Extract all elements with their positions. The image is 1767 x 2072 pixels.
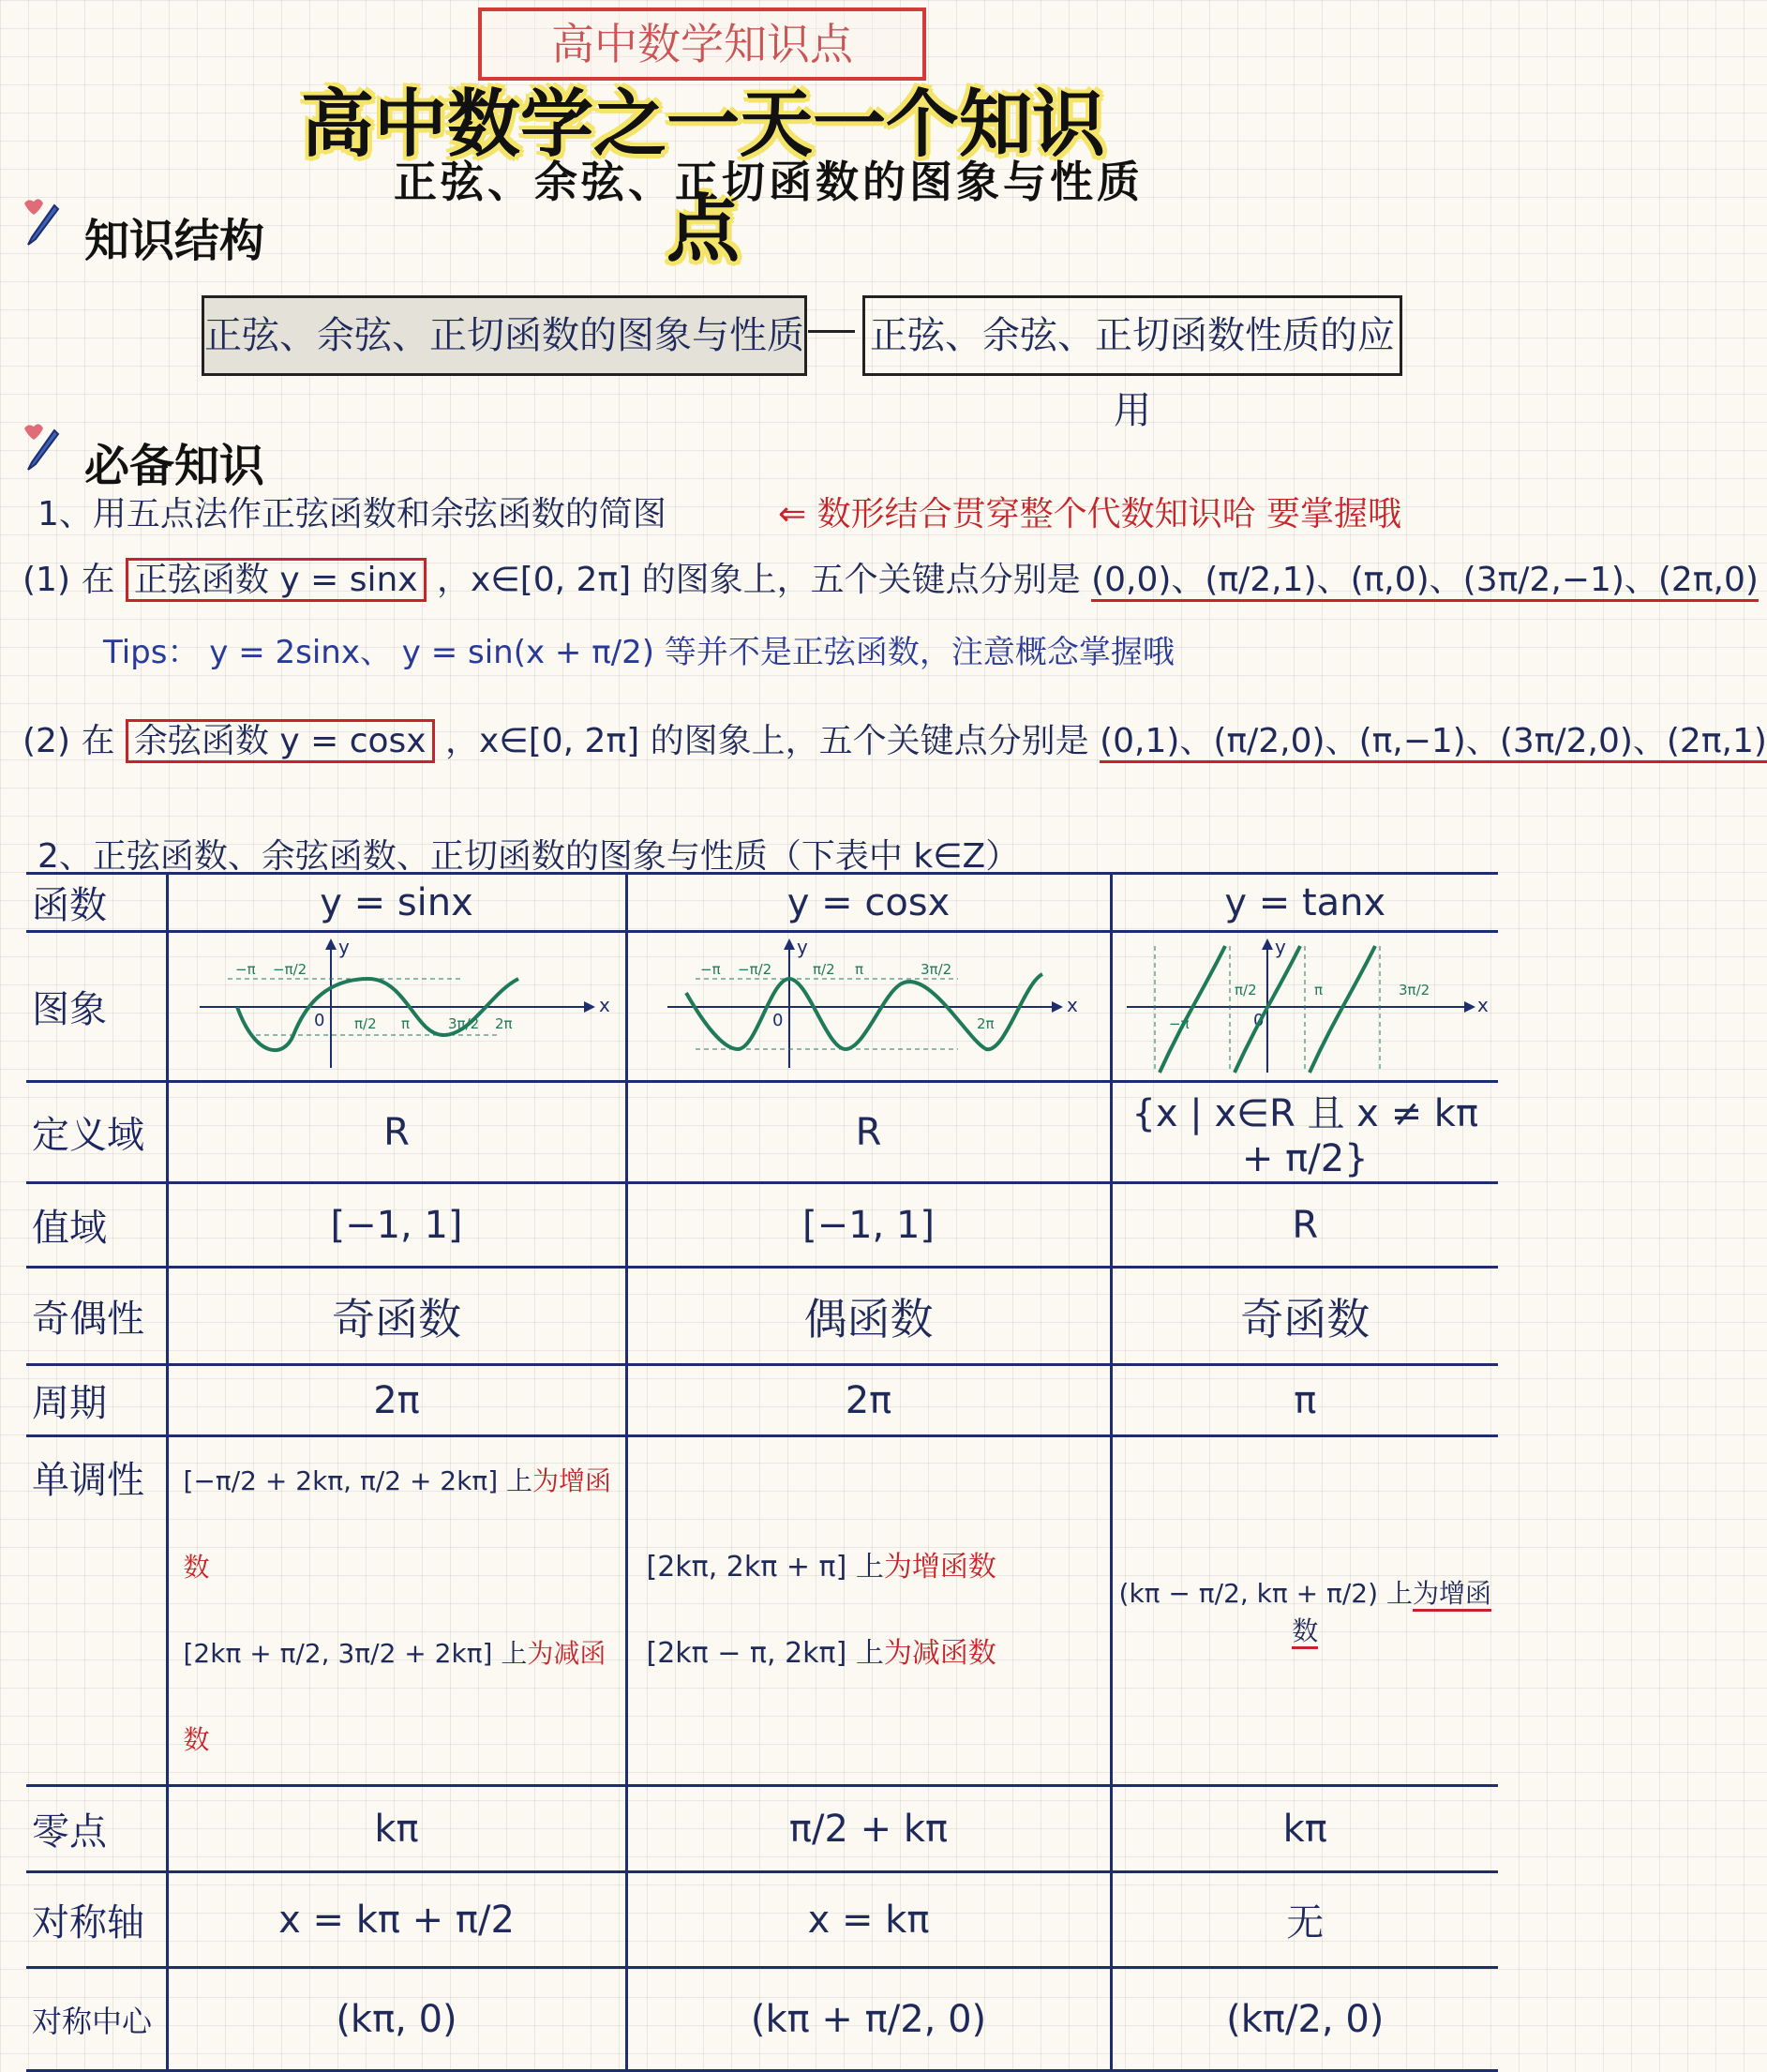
tick-label: π/2	[1235, 981, 1257, 998]
mono-interval: [2kπ + π/2, 3π/2 + 2kπ] 上	[183, 1638, 528, 1669]
page-subtitle: 正弦、余弦、正切函数的图象与性质	[394, 157, 1144, 207]
mono-word: 为增函数	[1292, 1578, 1491, 1649]
mono-word: 为增函数	[883, 1551, 996, 1584]
cos-curve	[686, 974, 1042, 1049]
y-axis-arrow	[1262, 938, 1273, 950]
column-header-tan: y = tanx	[1111, 874, 1498, 932]
mono-cos-inc	[647, 1524, 1109, 1611]
pen-icon	[17, 192, 64, 252]
x-axis-arrow	[1464, 1001, 1475, 1013]
tick-label: 3π/2	[1399, 981, 1430, 998]
graph-tan	[1111, 932, 1498, 1082]
graph-sin	[167, 932, 626, 1082]
tick-label: −π	[699, 960, 721, 978]
axis-tan: 无	[1111, 1872, 1498, 1968]
tan-graph-svg	[1117, 937, 1492, 1077]
center-sin: (kπ, 0)	[167, 1968, 626, 2071]
item1-note: ⇐ 数形结合贯穿整个代数知识哈 要掌握哦	[778, 495, 1402, 533]
mono-word: 为减函数	[183, 1638, 606, 1755]
mono-tan	[1111, 1436, 1498, 1786]
zero-tan: kπ	[1111, 1786, 1498, 1872]
tick-label: −π/2	[273, 960, 307, 978]
domain-tan: {x | x∈R 且 x ≠ kπ + π/2}	[1111, 1082, 1498, 1183]
cos-boxed: 余弦函数 y = cosx	[126, 719, 435, 763]
item1-label: 1、用五点法作正弦函数和余弦函数的简图	[37, 495, 666, 533]
table-row	[26, 1183, 1498, 1268]
tips-text: Tips： y = 2sinx、 y = sin(x + π/2) 等并不是正弦函数，注意概念掌握哦	[103, 634, 1175, 671]
mono-sin-inc	[184, 1438, 624, 1611]
domain-sin: R	[167, 1082, 626, 1183]
tick-label: π	[401, 1014, 411, 1032]
cos-mid: ，x∈[0, 2π] 的图象上，五个关键点分别是	[445, 722, 1089, 760]
row-label-mono: 单调性	[26, 1436, 167, 1786]
period-cos: 2π	[626, 1365, 1111, 1436]
tick-label: −π	[1169, 1014, 1190, 1032]
zero-cos: π/2 + kπ	[626, 1786, 1111, 1872]
parity-cos: 偶函数	[626, 1268, 1111, 1365]
tick-label: 2π	[976, 1014, 995, 1032]
row-label-domain: 定义域	[26, 1082, 167, 1183]
header-label: 函数	[26, 874, 167, 932]
y-label: y	[338, 935, 350, 958]
mono-sin	[167, 1436, 626, 1786]
tick-label: −π/2	[737, 960, 771, 978]
parity-sin: 奇函数	[167, 1268, 626, 1365]
mono-interval: [2kπ, 2kπ + π] 上	[646, 1551, 884, 1584]
x-axis-arrow	[584, 1001, 595, 1013]
mono-interval: [−π/2 + 2kπ, π/2 + 2kπ] 上	[183, 1465, 533, 1496]
sin-prefix: (1) 在	[22, 561, 115, 599]
table-row	[26, 1968, 1498, 2071]
tick-label: π	[1314, 981, 1324, 998]
cos-points: (0,1)、(π/2,0)、(π,−1)、(3π/2,0)、(2π,1)	[1100, 722, 1767, 763]
mono-word: 为增函数	[183, 1465, 612, 1583]
tick-label: 3π/2	[448, 1014, 480, 1032]
center-tan: (kπ/2, 0)	[1111, 1968, 1498, 2071]
origin-label: 0	[771, 1010, 783, 1030]
row-label-period: 周期	[26, 1365, 167, 1436]
x-label: x	[599, 993, 610, 1016]
row-label-range: 值域	[26, 1183, 167, 1268]
mono-cos	[626, 1436, 1111, 1786]
row-label-parity: 奇偶性	[26, 1268, 167, 1365]
mono-sin-dec	[184, 1611, 624, 1783]
origin-label: 0	[314, 1010, 325, 1030]
section-heading-knowledge: 必备知识	[84, 440, 265, 492]
sin-graph-svg	[181, 937, 612, 1077]
tick-label: 2π	[495, 1014, 513, 1032]
table-row	[26, 932, 1498, 1082]
structure-connector	[808, 330, 855, 333]
tick-label: −π	[235, 960, 256, 978]
y-axis-arrow	[784, 938, 795, 950]
properties-table	[26, 872, 1498, 2072]
domain-cos: R	[626, 1082, 1111, 1183]
structure-box-right: 正弦、余弦、正切函数性质的应用	[862, 295, 1402, 376]
y-axis-arrow	[325, 938, 337, 950]
y-label: y	[796, 935, 808, 958]
tan-branch	[1160, 946, 1225, 1073]
range-cos: [−1, 1]	[626, 1183, 1111, 1268]
item2-label: 2、正弦函数、余弦函数、正切函数的图象与性质（下表中 k∈Z）	[37, 837, 1020, 876]
tick-label: π/2	[812, 960, 835, 978]
tan-branch	[1310, 946, 1375, 1073]
tick-label: π	[854, 960, 863, 978]
cos-line	[22, 714, 1767, 762]
y-label: y	[1275, 935, 1287, 958]
parity-tan: 奇函数	[1111, 1268, 1498, 1365]
row-label-zero: 零点	[26, 1786, 167, 1872]
period-sin: 2π	[167, 1365, 626, 1436]
row-label-center: 对称中心	[26, 1968, 167, 2071]
period-tan: π	[1111, 1365, 1498, 1436]
graph-cos	[626, 932, 1111, 1082]
column-header-cos: y = cosx	[626, 874, 1111, 932]
table-row	[26, 1872, 1498, 1968]
x-axis-arrow	[1052, 1001, 1063, 1013]
mono-interval: [2kπ − π, 2kπ] 上	[646, 1637, 884, 1670]
row-label-graph: 图象	[26, 932, 167, 1082]
structure-box-left: 正弦、余弦、正切函数的图象与性质	[202, 295, 807, 376]
mono-word: 为减函数	[883, 1637, 996, 1670]
section-heading-structure: 知识结构	[84, 215, 265, 267]
cos-prefix: (2) 在	[22, 722, 115, 760]
page-title: 高中数学之一天一个知识点	[300, 83, 1105, 272]
x-label: x	[1066, 993, 1078, 1016]
center-cos: (kπ + π/2, 0)	[626, 1968, 1111, 2071]
cos-graph-svg	[649, 937, 1089, 1077]
stamp-label: 高中数学知识点	[478, 8, 926, 81]
x-label: x	[1477, 993, 1490, 1016]
range-tan: R	[1111, 1183, 1498, 1268]
sin-boxed: 正弦函数 y = sinx	[126, 558, 427, 602]
pen-icon	[17, 417, 64, 477]
axis-cos: x = kπ	[626, 1872, 1111, 1968]
range-sin: [−1, 1]	[167, 1183, 626, 1268]
sin-line	[22, 553, 1759, 601]
row-label-axis: 对称轴	[26, 1872, 167, 1968]
column-header-sin: y = sinx	[167, 874, 626, 932]
table-row	[26, 1436, 1498, 1786]
table-row	[26, 1268, 1498, 1365]
sin-points: (0,0)、(π/2,1)、(π,0)、(3π/2,−1)、(2π,0)	[1091, 561, 1759, 602]
axis-sin: x = kπ + π/2	[167, 1872, 626, 1968]
origin-label: 0	[1253, 1010, 1265, 1030]
table-row	[26, 1082, 1498, 1183]
mono-cos-dec	[647, 1611, 1109, 1697]
table-row	[26, 1365, 1498, 1436]
tick-label: 3π/2	[920, 960, 951, 978]
table-row	[26, 874, 1498, 932]
mono-interval: (kπ − π/2, kπ + π/2) 上	[1118, 1578, 1413, 1609]
tick-label: π/2	[354, 1014, 377, 1032]
table-row	[26, 1786, 1498, 1872]
zero-sin: kπ	[167, 1786, 626, 1872]
sin-mid: ，x∈[0, 2π] 的图象上，五个关键点分别是	[437, 561, 1081, 599]
